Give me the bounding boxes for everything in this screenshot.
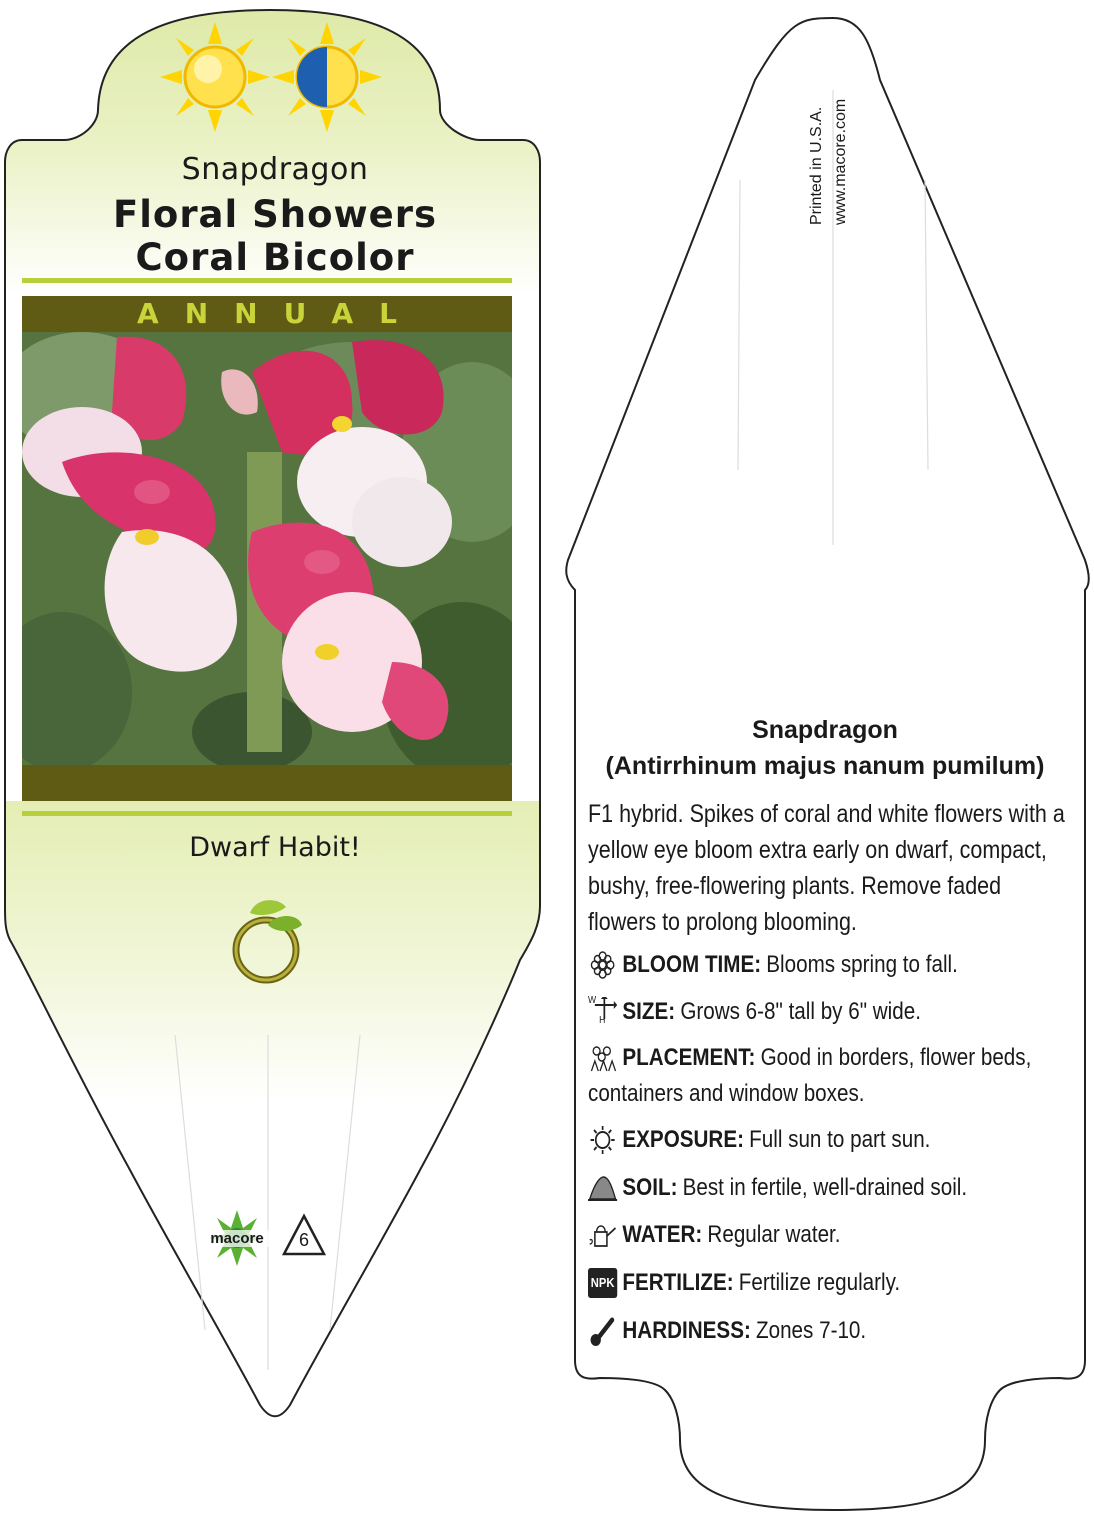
care-label: BLOOM TIME: (622, 951, 762, 978)
care-label: FERTILIZE: (622, 1269, 734, 1296)
care-value: Fertilize regularly. (738, 1269, 901, 1296)
soil-pile-icon (588, 1173, 617, 1203)
back-common-name: Snapdragon (752, 716, 898, 744)
website: www.macore.com (832, 98, 849, 225)
variety-name: Coral Bicolor (135, 236, 415, 279)
care-water (588, 1220, 841, 1250)
part-sun-icon (272, 22, 382, 132)
common-name: Snapdragon (181, 152, 369, 187)
care-value: Zones 7-10. (755, 1317, 867, 1344)
care-label: HARDINESS: (622, 1317, 751, 1344)
flower-icon (588, 950, 617, 980)
care-soil (588, 1173, 967, 1203)
care-value: Regular water. (707, 1221, 841, 1248)
size-arrows-icon (588, 997, 617, 1027)
printed-in: Printed in U.S.A. (808, 106, 825, 225)
recycle-6-icon (280, 1212, 328, 1260)
care-value: Grows 6-8" tall by 6" wide. (680, 998, 921, 1025)
placement-flowers-icon (588, 1043, 617, 1073)
series-name: Floral Showers (112, 193, 438, 236)
care-size (588, 997, 921, 1027)
back-scientific-name: (Antirrhinum majus nanum pumilum) (605, 752, 1045, 780)
description (588, 796, 1078, 940)
category-label: ANNUAL (137, 297, 423, 330)
sun-outline-icon (588, 1125, 617, 1155)
size-w-label: W (588, 995, 597, 1006)
description-line: flowers to prolong blooming. (588, 908, 857, 936)
care-label: WATER: (622, 1221, 703, 1248)
care-value: Good in borders, flower beds, (760, 1044, 1032, 1071)
bottom-band (22, 765, 512, 801)
size-h-label: H (599, 1015, 606, 1026)
accent-line (22, 811, 512, 816)
recycle-code: 6 (298, 1230, 309, 1250)
macore-brand-text: macore (205, 1230, 269, 1247)
flower-photo (22, 332, 512, 766)
description-line: bushy, free-flowering plants. Remove faded (588, 872, 1002, 900)
description-line: yellow eye bloom extra early on dwarf, compact, (588, 836, 1047, 864)
care-value: Full sun to part sun. (749, 1126, 931, 1153)
npk-icon: NPK (588, 1268, 617, 1298)
care-placement (588, 1043, 1031, 1073)
care-value: Best in fertile, well-drained soil. (682, 1174, 968, 1201)
care-label: SOIL: (622, 1174, 678, 1201)
care-exposure (588, 1125, 930, 1155)
thermometer-icon (588, 1316, 617, 1346)
description-line: F1 hybrid. Spikes of coral and white flowers with a (588, 800, 1065, 828)
care-fertilize (588, 1268, 900, 1298)
care-bloom-time (588, 950, 958, 980)
seedling-logo-icon (228, 895, 310, 985)
care-value: Blooms spring to fall. (766, 951, 958, 978)
care-placement-cont: containers and window boxes. (588, 1080, 865, 1107)
tagline: Dwarf Habit! (189, 832, 361, 863)
care-hardiness (588, 1316, 866, 1346)
care-label: PLACEMENT: (622, 1044, 756, 1071)
care-label: SIZE: (622, 998, 676, 1025)
care-label: EXPOSURE: (622, 1126, 744, 1153)
macore-logo (205, 1208, 269, 1270)
watering-can-icon (588, 1220, 617, 1250)
full-sun-icon (160, 22, 270, 132)
